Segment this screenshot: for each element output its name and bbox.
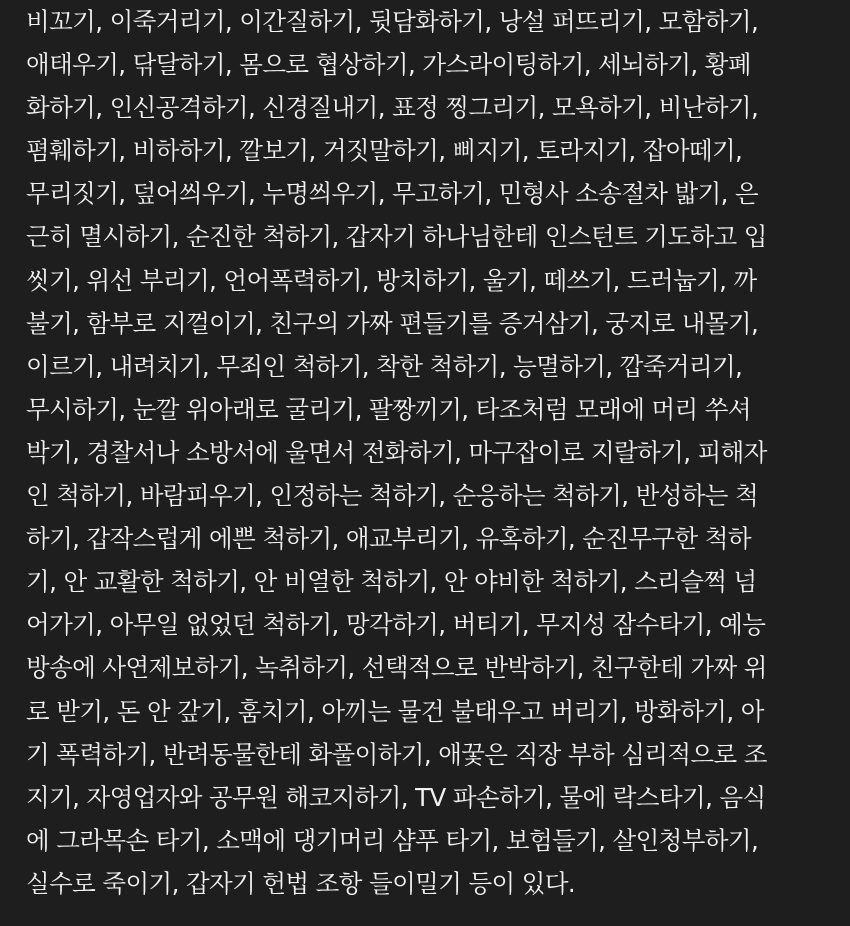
paragraph-line-20: 에 그라목손 타기, 소맥에 댕기머리 샴푸 타기, 보험들기, 살인청부하기, <box>26 825 759 855</box>
paragraph-line-5: 무리짓기, 덮어씌우기, 누명씌우기, 무고하기, 민형사 소송절차 밟기, 은 <box>26 179 759 209</box>
paragraph-line-19: 지기, 자영업자와 공무원 해코지하기, TV 파손하기, 물에 락스타기, 음식 <box>26 782 766 812</box>
paragraph-line-2: 애태우기, 닦달하기, 몸으로 협상하기, 가스라이팅하기, 세뇌하기, 황폐 <box>26 50 751 80</box>
paragraph-line-11: 박기, 경찰서나 소방서에 울면서 전화하기, 마구잡이로 지랄하기, 피해자 <box>26 437 767 467</box>
paragraph-line-8: 불기, 함부로 지껄이기, 친구의 가짜 편들기를 증거삼기, 궁지로 내몰기, <box>26 308 759 338</box>
paragraph-line-3: 화하기, 인신공격하기, 신경질내기, 표정 찡그리기, 모욕하기, 비난하기, <box>26 93 759 123</box>
paragraph-line-1: 비꼬기, 이죽거리기, 이간질하기, 뒷담화하기, 낭설 퍼뜨리기, 모함하기, <box>26 7 759 36</box>
paragraph-line-14: 기, 안 교활한 척하기, 안 비열한 척하기, 안 야비한 척하기, 스리슬쩍 넘 <box>26 567 757 597</box>
paragraph-line-4: 폄훼하기, 비하하기, 깔보기, 거짓말하기, 삐지기, 토라지기, 잡아떼기, <box>26 136 743 166</box>
paragraph-line-9: 이르기, 내려치기, 무죄인 척하기, 착한 척하기, 능멸하기, 깝죽거리기, <box>26 351 743 381</box>
paragraph-line-15: 어가기, 아무일 없었던 척하기, 망각하기, 버티기, 무지성 잠수타기, 예능 <box>26 610 766 640</box>
paragraph-line-18: 기 폭력하기, 반려동물한테 화풀이하기, 애꿏은 직장 부하 심리적으로 조 <box>26 739 767 769</box>
paragraph-line-7: 씻기, 위선 부리기, 언어폭력하기, 방치하기, 울기, 떼쓰기, 드러눕기, 까 <box>26 265 757 295</box>
paragraph-line-10: 무시하기, 눈깔 위아래로 굴리기, 팔짱끼기, 타조처럼 모래에 머리 쑤셔 <box>26 394 751 424</box>
paragraph-line-21: 실수로 죽이기, 갑자기 헌법 조항 들이밀기 등이 있다. <box>26 868 576 898</box>
paragraph-line-13: 하기, 갑작스럽게 에쁜 척하기, 애교부리기, 유혹하기, 순진무구한 척하 <box>26 524 751 554</box>
paragraph-line-12: 인 척하기, 바람피우기, 인정하는 척하기, 순응하는 척하기, 반성하는 척 <box>26 481 759 511</box>
paragraph-line-17: 로 받기, 돈 안 갚기, 훔치기, 아끼는 물건 불태우고 버리기, 방화하기, 아 <box>26 696 764 726</box>
paragraph-line-16: 방송에 사연제보하기, 녹취하기, 선택적으로 반박하기, 친구한테 가짜 위 <box>26 653 767 683</box>
paragraph <box>26 0 836 905</box>
paragraph-line-6: 근히 멸시하기, 순진한 척하기, 갑자기 하나님한테 인스턴트 기도하고 입 <box>26 222 767 252</box>
